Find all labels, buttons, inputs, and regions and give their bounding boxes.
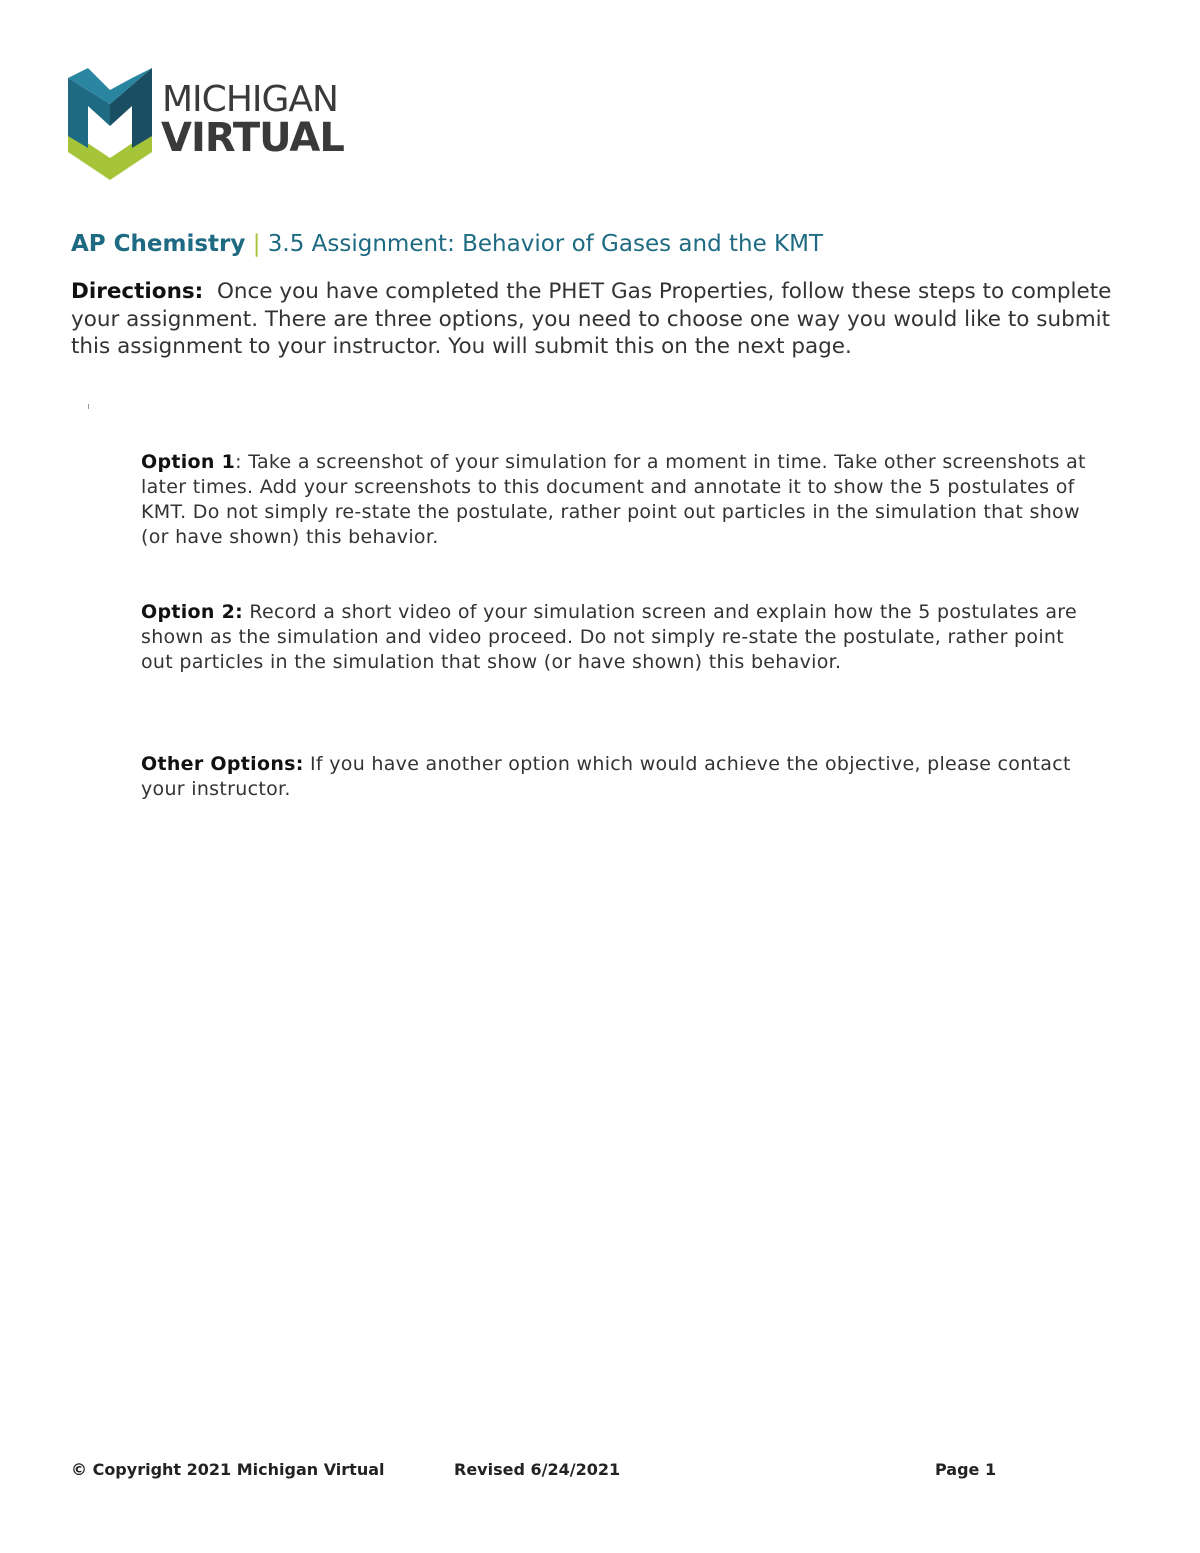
option-2 xyxy=(141,600,1101,675)
option-1-label: Option 1 xyxy=(141,451,236,473)
stray-mark xyxy=(88,404,89,409)
directions-text: Once you have completed the PHET Gas Properties, follow these steps to complete your assignment. There are three options, you need to choose one way you would like to submit this assignment to your instructor. You will submit this on the next page. xyxy=(71,279,1112,359)
title-separator: | xyxy=(252,231,261,257)
michigan-virtual-logo xyxy=(68,68,368,184)
option-2-label: Option 2: xyxy=(141,601,244,623)
chevron-m-icon xyxy=(68,68,152,184)
footer-page-number: Page 1 xyxy=(935,1460,997,1479)
logo-wordmark-bottom: VIRTUAL xyxy=(161,115,344,161)
other-options-label: Other Options: xyxy=(141,753,304,775)
course-name: AP Chemistry xyxy=(71,231,246,257)
footer-copyright: © Copyright 2021 Michigan Virtual xyxy=(71,1460,385,1479)
directions-paragraph xyxy=(71,278,1131,361)
footer-revised: Revised 6/24/2021 xyxy=(454,1460,621,1479)
logo-wordmark-top: MICHIGAN xyxy=(162,79,338,120)
option-1-text: : Take a screenshot of your simulation for a moment in time. Take other screenshots at later times. Add your screenshots to this document and annotate it to show the 5 postulates of KMT. Do not simply re-state the postulate, rather point out particles in the simulation that show (or have shown) this behavior. xyxy=(141,451,1086,548)
other-options-text: If you have another option which would achieve the objective, please contact your instructor. xyxy=(141,753,1071,800)
option-2-text: Record a short video of your simulation screen and explain how the 5 postulates are shown as the simulation and video proceed. Do not simply re-state the postulate, rather point out particles in the simulation that show (or have shown) this behavior. xyxy=(141,601,1077,673)
assignment-name: 3.5 Assignment: Behavior of Gases and the KMT xyxy=(267,231,824,257)
option-1 xyxy=(141,450,1101,550)
other-options xyxy=(141,752,1101,802)
directions-label: Directions: xyxy=(71,279,204,304)
page-title xyxy=(71,229,823,259)
